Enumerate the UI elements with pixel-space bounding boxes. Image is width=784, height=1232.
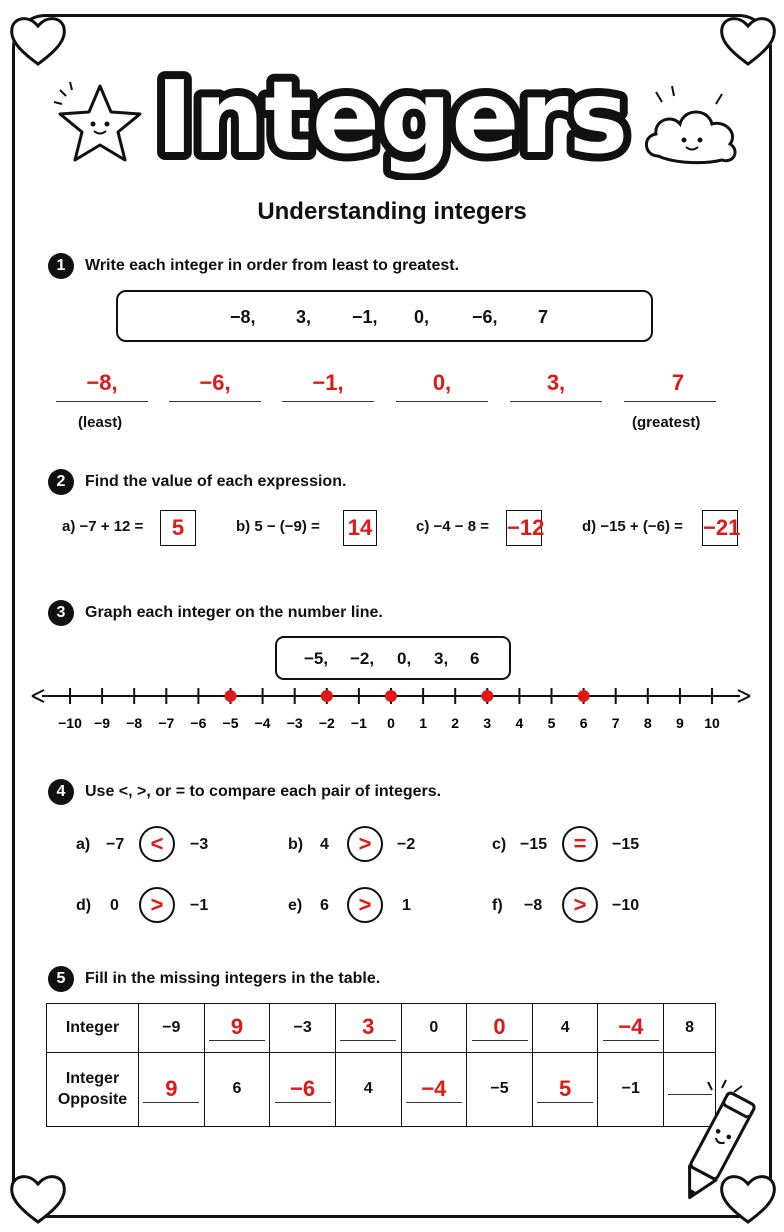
table-answer: −4 — [406, 1076, 462, 1103]
question-number: 4 — [48, 779, 74, 805]
q4-answer-circle: > — [562, 887, 598, 923]
answer-line — [624, 401, 716, 402]
graphed-point — [225, 690, 237, 702]
graphed-point — [385, 690, 397, 702]
q4-left-value: −7 — [106, 836, 125, 853]
q1-answer: 0, — [432, 370, 452, 395]
heart-icon — [6, 1170, 70, 1228]
answer-line — [56, 401, 148, 402]
tick-label: −2 — [318, 715, 335, 731]
tick-label: 6 — [579, 715, 588, 731]
q4-left-value: −15 — [520, 836, 548, 853]
q4-right-value: −15 — [612, 836, 640, 853]
least-label: (least) — [78, 414, 123, 431]
table-answer: 3 — [340, 1014, 396, 1041]
q4-left-value: 4 — [320, 836, 329, 853]
q1-answer: −6, — [199, 370, 231, 395]
q1-answer: −1, — [312, 370, 344, 395]
row-header-line: Integer — [65, 1070, 120, 1088]
table-cell: 0 — [401, 1004, 467, 1053]
tick-label: −6 — [190, 715, 207, 731]
number-line — [30, 680, 760, 736]
tick-label: 0 — [387, 715, 395, 731]
question-number: 3 — [48, 600, 74, 626]
q4-left-value: 0 — [110, 897, 119, 914]
answer-line — [169, 401, 261, 402]
q2-answer-box: −12 — [506, 510, 542, 546]
q4-item-label: c) — [492, 836, 507, 853]
table-cell: −3 — [270, 1004, 336, 1053]
page-title — [0, 40, 784, 180]
q4-left-value: −8 — [524, 897, 543, 914]
q4-item-label: b) — [288, 836, 304, 853]
table-cell — [139, 1052, 205, 1127]
row-header — [47, 1052, 139, 1127]
table-cell: 4 — [532, 1004, 598, 1053]
q2-expression: a) −7 + 12 = — [62, 518, 144, 535]
tick-label: −10 — [58, 715, 82, 731]
q1-given-integer: −1, — [352, 307, 378, 327]
q1-given-integer: −6, — [472, 307, 498, 327]
table-answer: 5 — [537, 1076, 593, 1103]
q4-item-label: f) — [492, 897, 503, 914]
tick-label: −9 — [94, 715, 111, 731]
tick-label: −3 — [286, 715, 303, 731]
q4-answer-circle: > — [347, 887, 383, 923]
tick-label: −1 — [350, 715, 367, 731]
table-cell: 8 — [664, 1004, 716, 1053]
q1-answer: −8, — [86, 370, 118, 395]
q2-instruction: Find the value of each expression. — [85, 473, 347, 490]
row-header: Integer — [47, 1004, 139, 1053]
table-cell: 6 — [204, 1052, 270, 1127]
pencil-face-icon — [668, 1078, 764, 1214]
answer-line — [510, 401, 602, 402]
graphed-point — [578, 690, 590, 702]
row-header-line: Opposite — [57, 1091, 128, 1109]
tick-label: 1 — [419, 715, 427, 731]
q1-instruction: Write each integer in order from least to greatest. — [85, 257, 460, 274]
tick-label: 2 — [451, 715, 460, 731]
table-answer: −6 — [275, 1076, 331, 1103]
q4-right-value: −1 — [190, 897, 209, 914]
tick-label: 8 — [643, 715, 652, 731]
table-cell — [335, 1004, 401, 1053]
q1-answer: 3, — [546, 370, 566, 395]
table-answer: 9 — [143, 1076, 199, 1103]
q4-instruction: Use <, >, or = to compare each pair of integers. — [85, 783, 442, 800]
svg-text:Integers: Integers — [155, 59, 629, 176]
q4-answer-circle: = — [562, 826, 598, 862]
q4-right-value: −2 — [397, 836, 416, 853]
tick-label: 3 — [483, 715, 492, 731]
table-cell — [467, 1004, 533, 1053]
table-cell — [532, 1052, 598, 1127]
q4-right-value: 1 — [402, 897, 411, 914]
question-number: 1 — [48, 253, 74, 279]
q2-answer-box: 14 — [343, 510, 377, 546]
answer-line — [396, 401, 488, 402]
q1-given-integer: 7 — [538, 307, 549, 327]
integer-table — [46, 1003, 716, 1127]
q1-integer-box — [116, 290, 653, 342]
q1-given-integer: 0, — [414, 307, 430, 327]
question-number: 5 — [48, 966, 74, 992]
q4-right-value: −3 — [190, 836, 209, 853]
subtitle: Understanding integers — [257, 198, 527, 225]
tick-label: −4 — [254, 715, 271, 731]
table-cell — [270, 1052, 336, 1127]
q4-answer-circle: > — [139, 887, 175, 923]
q4-item-label: e) — [288, 897, 303, 914]
tick-label: 5 — [547, 715, 556, 731]
q4-answer-circle: < — [139, 826, 175, 862]
q2-expression: c) −4 − 8 = — [416, 518, 489, 535]
q4-left-value: 6 — [320, 897, 329, 914]
q1-given-integer: 3, — [296, 307, 312, 327]
tick-label: 9 — [676, 715, 684, 731]
q1-answer: 7 — [671, 370, 685, 395]
tick-label: −7 — [158, 715, 175, 731]
q5-instruction: Fill in the missing integers in the table. — [85, 970, 381, 987]
table-answer: −4 — [603, 1014, 659, 1041]
table-cell — [598, 1004, 664, 1053]
table-answer: 9 — [209, 1014, 265, 1041]
tick-label: 4 — [515, 715, 524, 731]
tick-label: −5 — [222, 715, 239, 731]
table-cell: −9 — [139, 1004, 205, 1053]
tick-label: 10 — [704, 715, 720, 731]
q3-instruction: Graph each integer on the number line. — [85, 604, 383, 621]
q3-given-integer: 6 — [470, 649, 480, 668]
table-cell — [401, 1052, 467, 1127]
q3-given-integer: 3, — [434, 649, 449, 668]
graphed-point — [321, 690, 333, 702]
tick-label: −8 — [126, 715, 143, 731]
q3-given-integer: −2, — [350, 649, 375, 668]
table-cell: −5 — [467, 1052, 533, 1127]
q2-expression: d) −15 + (−6) = — [582, 518, 683, 535]
q4-item-label: d) — [76, 897, 92, 914]
q2-answer-box: −21 — [702, 510, 738, 546]
table-cell: −1 — [598, 1052, 664, 1127]
answer-line — [282, 401, 374, 402]
table-cell — [204, 1004, 270, 1053]
q3-given-integer: 0, — [397, 649, 412, 668]
q4-right-value: −10 — [612, 897, 640, 914]
table-cell: 4 — [335, 1052, 401, 1127]
table-row — [47, 1004, 716, 1053]
q2-answer-box: 5 — [160, 510, 196, 546]
question-number: 2 — [48, 469, 74, 495]
graphed-point — [481, 690, 493, 702]
q2-expression: b) 5 − (−9) = — [236, 518, 320, 535]
greatest-label: (greatest) — [632, 414, 701, 431]
q4-answer-circle: > — [347, 826, 383, 862]
tick-label: 7 — [611, 715, 620, 731]
q1-given-integer: −8, — [230, 307, 256, 327]
q4-item-label: a) — [76, 836, 91, 853]
table-row — [47, 1052, 716, 1127]
q3-given-integer: −5, — [304, 649, 329, 668]
table-answer: 0 — [472, 1014, 528, 1041]
